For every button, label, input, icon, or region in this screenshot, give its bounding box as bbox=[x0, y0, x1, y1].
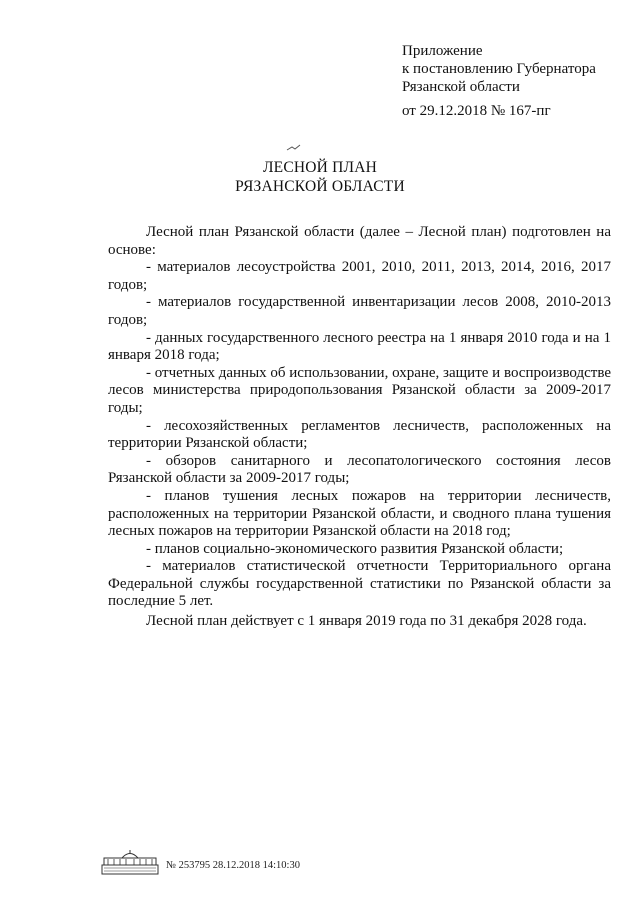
appendix-date: от 29.12.2018 № 167-пг bbox=[402, 103, 551, 119]
list-item: - отчетных данных об использовании, охране, защите и воспроизводстве лесов министерства природопользования Рязанской области за 2009-2017 годы; bbox=[108, 364, 611, 416]
list-item: - материалов государственной инвентаризации лесов 2008, 2010-2013 годов; bbox=[108, 294, 611, 328]
scribble-mark bbox=[285, 140, 305, 154]
registration-stamp: № 253795 28.12.2018 14:10:30 bbox=[166, 860, 300, 871]
list-item: - лесохозяйственных регламентов лесничеств, расположенных на территории Рязанской области; bbox=[108, 417, 611, 452]
appendix-block bbox=[402, 42, 596, 120]
building-seal-icon bbox=[100, 848, 160, 878]
title-line-1: ЛЕСНОЙ ПЛАН bbox=[262, 159, 378, 176]
list-item: - планов тушения лесных пожаров на территории лесничеств, расположенных на территории Рязанской области, и сводного плана тушения лесных пожаров на территории Рязанской области на 2018 год; bbox=[108, 487, 611, 540]
final-paragraph: Лесной план действует с 1 января 2019 года по 31 декабря 2028 года. bbox=[146, 613, 587, 630]
appendix-region: Рязанской области bbox=[402, 79, 520, 95]
appendix-decree: к постановлению Губернатора bbox=[402, 61, 596, 77]
appendix-label: Приложение bbox=[402, 43, 483, 59]
list-item: - планов социально-экономического развития Рязанской области; bbox=[146, 540, 564, 557]
list-item: - данных государственного лесного реестра на 1 января 2010 года и на 1 января 2018 года; bbox=[108, 329, 611, 364]
body-text bbox=[108, 224, 611, 631]
footer-stamp-area bbox=[100, 848, 360, 878]
intro-paragraph: Лесной план Рязанской области (далее – Лесной план) подготовлен на основе: bbox=[108, 224, 611, 258]
list-item: - материалов статистической отчетности Территориального органа Федеральной службы государственной статистики по Рязанской области за последние 5 лет. bbox=[108, 558, 611, 610]
title-line-2: РЯЗАНСКОЙ ОБЛАСТИ bbox=[235, 178, 405, 195]
list-item: - материалов лесоустройства 2001, 2010, 2011, 2013, 2014, 2016, 2017 годов; bbox=[108, 259, 611, 293]
page-title bbox=[220, 158, 420, 196]
list-item: - обзоров санитарного и лесопатологического состояния лесов Рязанской области за 2009-2017 годы; bbox=[108, 452, 611, 487]
